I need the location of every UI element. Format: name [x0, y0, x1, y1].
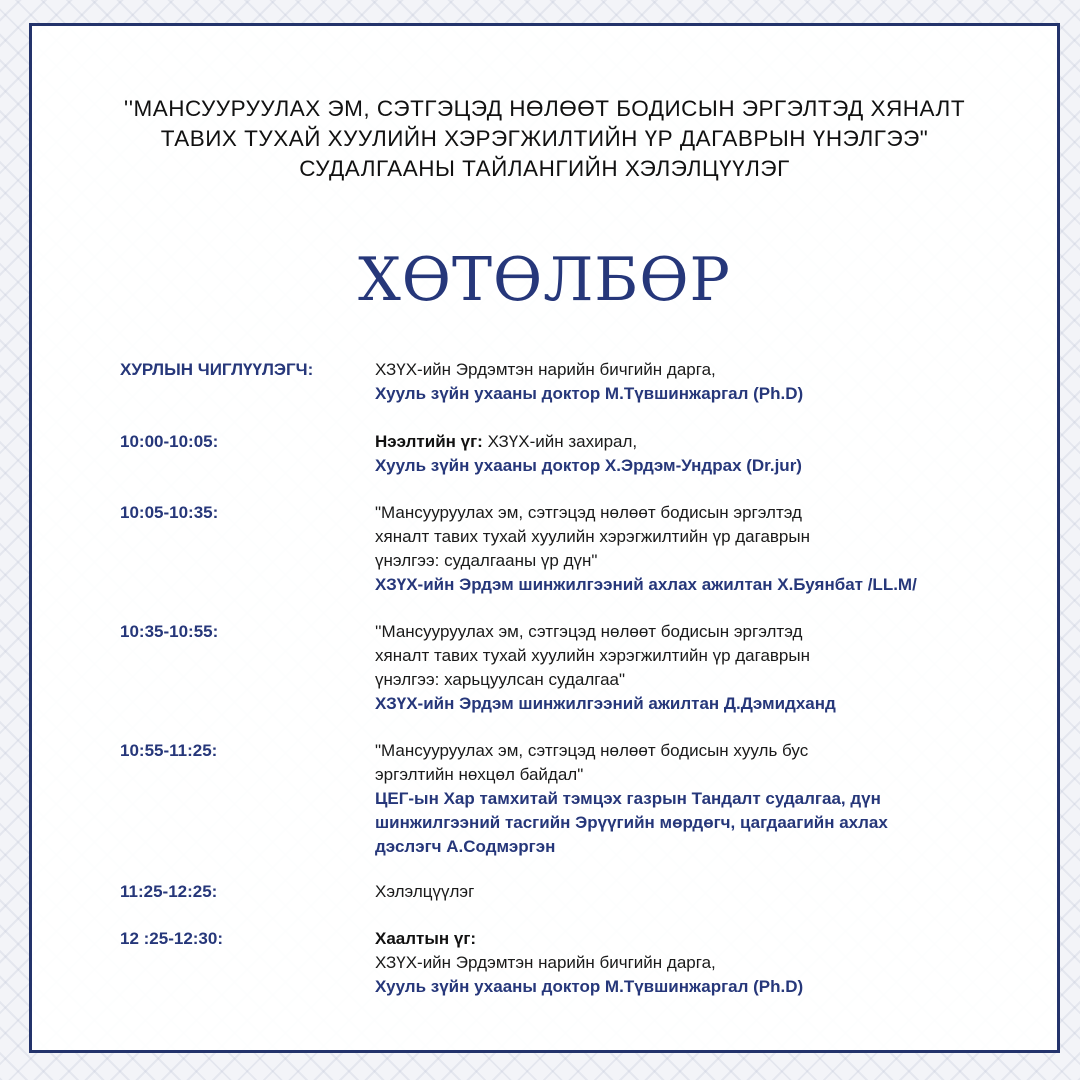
topic-line: эргэлтийн нөхцөл байдал"	[375, 765, 584, 784]
topic-line: хяналт тавих тухай хуулийн хэрэгжилтийн үр дагаврын	[375, 527, 810, 546]
header-line-1: ''МАНСУУРУУЛАХ ЭМ, СЭТГЭЦЭД НӨЛӨӨТ БОДИСЫН ЭРГЭЛТЭД ХЯНАЛТ	[123, 96, 966, 121]
agenda-time: ХУРЛЫН ЧИГЛҮҮЛЭГЧ:	[120, 360, 314, 379]
closing-speaker: Хууль зүйн ухааны доктор М.Түвшинжаргал (Ph.D)	[375, 977, 804, 996]
topic-line: үнэлгээ: харьцуулсан судалгаа"	[375, 670, 626, 689]
agenda-time: 10:35-10:55:	[120, 622, 219, 641]
discussion-label: Хэлэлцүүлэг	[375, 882, 475, 901]
program-title: ХӨТӨЛБӨР	[358, 245, 731, 315]
agenda-content	[375, 430, 1055, 478]
topic-line: үнэлгээ: судалгааны үр дүн"	[375, 551, 598, 570]
agenda-content	[375, 620, 1055, 716]
speaker-line: ЦЕГ-ын Хар тамхитай тэмцэх газрын Тандалт судалгаа, дүн	[375, 789, 881, 808]
opening-lead: Нээлтийн үг:	[375, 432, 483, 451]
agenda-content	[375, 927, 1055, 999]
topic-line: хяналт тавих тухай хуулийн хэрэгжилтийн үр дагаврын	[375, 646, 810, 665]
agenda-content	[375, 501, 1055, 597]
agenda-content	[375, 880, 1055, 904]
agenda-content	[375, 358, 1055, 406]
topic-line: "Мансууруулах эм, сэтгэцэд нөлөөт бодисын хууль бус	[375, 741, 809, 760]
speaker-line: дэслэгч А.Содмэргэн	[375, 837, 556, 856]
agenda-time: 10:05-10:35:	[120, 503, 219, 522]
moderator-position: ХЗҮХ-ийн Эрдэмтэн нарийн бичгийн дарга,	[375, 360, 716, 379]
agenda-time: 11:25-12:25:	[120, 882, 218, 901]
program-frame	[29, 23, 1060, 1053]
moderator-name: Хууль зүйн ухааны доктор М.Түвшинжаргал (Ph.D)	[375, 384, 804, 403]
agenda-time: 10:55-11:25:	[120, 741, 218, 760]
agenda-time: 12 :25-12:30:	[120, 929, 224, 948]
opening-intro	[375, 430, 1055, 454]
agenda-content	[375, 739, 1055, 859]
opening-role: ХЗҮХ-ийн захирал,	[482, 432, 638, 451]
speaker-line: ХЗҮХ-ийн Эрдэм шинжилгээний ажилтан Д.Дэмидханд	[375, 694, 836, 713]
topic-line: ''Мансууруулах эм, сэтгэцэд нөлөөт бодисын эргэлтэд	[375, 622, 803, 641]
closing-role: ХЗҮХ-ийн Эрдэмтэн нарийн бичгийн дарга,	[375, 953, 716, 972]
header-line-2: ТАВИХ ТУХАЙ ХУУЛИЙН ХЭРЭГЖИЛТИЙН ҮР ДАГАВРЫН ҮНЭЛГЭЭ"	[160, 126, 929, 151]
speaker-line: шинжилгээний тасгийн Эрүүгийн мөрдөгч, цагдаагийн ахлах	[375, 813, 888, 832]
header-line-3: СУДАЛГААНЫ ТАЙЛАНГИЙН ХЭЛЭЛЦҮҮЛЭГ	[299, 156, 790, 181]
agenda-time: 10:00-10:05:	[120, 432, 219, 451]
event-header	[32, 94, 1057, 184]
speaker-line: ХЗҮХ-ийн Эрдэм шинжилгээний ахлах ажилтан Х.Буянбат /LL.M/	[375, 575, 917, 594]
closing-lead: Хаалтын үг:	[375, 929, 477, 948]
opening-speaker: Хууль зүйн ухааны доктор Х.Эрдэм-Ундрах (Dr.jur)	[375, 456, 802, 475]
topic-line: "Мансууруулах эм, сэтгэцэд нөлөөт бодисын эргэлтэд	[375, 503, 802, 522]
